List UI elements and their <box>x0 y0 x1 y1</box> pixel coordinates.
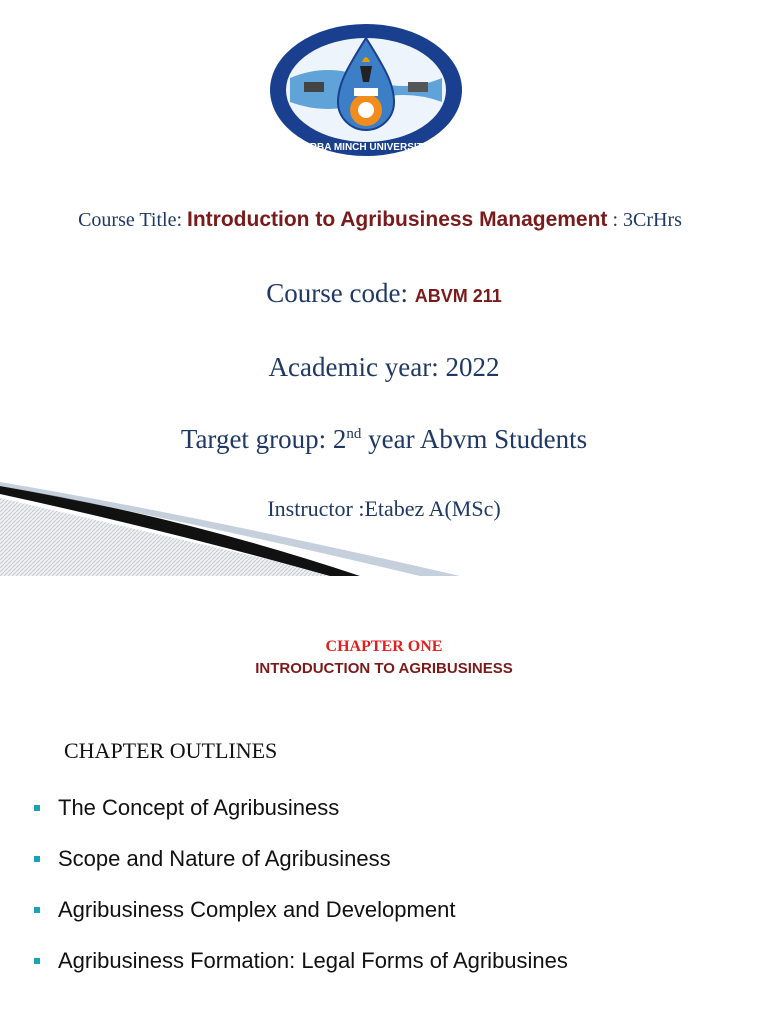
square-bullet-icon <box>34 907 40 913</box>
outline-item-text: Agribusiness Formation: Legal Forms of Agribusines <box>58 947 568 973</box>
course-code-value: ABVM 211 <box>414 286 502 306</box>
target-group-prefix: Target group: 2 <box>180 424 347 454</box>
university-logo <box>268 22 464 158</box>
square-bullet-icon <box>34 805 40 811</box>
target-group-suffix: year Abvm Students <box>361 424 588 454</box>
chapter-title: INTRODUCTION TO AGRIBUSINESS <box>255 660 513 677</box>
course-code <box>0 278 768 309</box>
course-title-label: Course Title: <box>78 209 188 231</box>
outline-item-text: Agribusiness Complex and Development <box>58 896 456 922</box>
square-bullet-icon <box>34 958 40 964</box>
outline-item <box>34 884 568 935</box>
outline-item <box>34 833 568 884</box>
outline-item <box>34 782 568 833</box>
course-credit: : 3CrHrs <box>607 209 682 231</box>
instructor: Instructor :Etabez A(MSc) <box>267 496 501 521</box>
outline-heading: CHAPTER OUTLINES <box>64 738 278 763</box>
outline-item-text: Scope and Nature of Agribusiness <box>58 845 391 871</box>
target-group-sup: nd <box>346 426 362 442</box>
outline-list <box>34 782 568 986</box>
academic-year: Academic year: 2022 <box>268 352 500 382</box>
chapter-number: CHAPTER ONE <box>325 638 443 655</box>
square-bullet-icon <box>34 856 40 862</box>
course-code-label: Course code: <box>266 278 415 308</box>
course-title-name: Introduction to Agribusiness Management <box>187 208 608 231</box>
logo-ring-text: ARBA MINCH UNIVERSITY <box>302 142 430 153</box>
course-title <box>0 208 760 232</box>
outline-item <box>34 935 568 986</box>
decorative-swoosh <box>0 476 460 576</box>
outline-item-text: The Concept of Agribusiness <box>58 794 340 820</box>
target-group <box>0 424 768 455</box>
